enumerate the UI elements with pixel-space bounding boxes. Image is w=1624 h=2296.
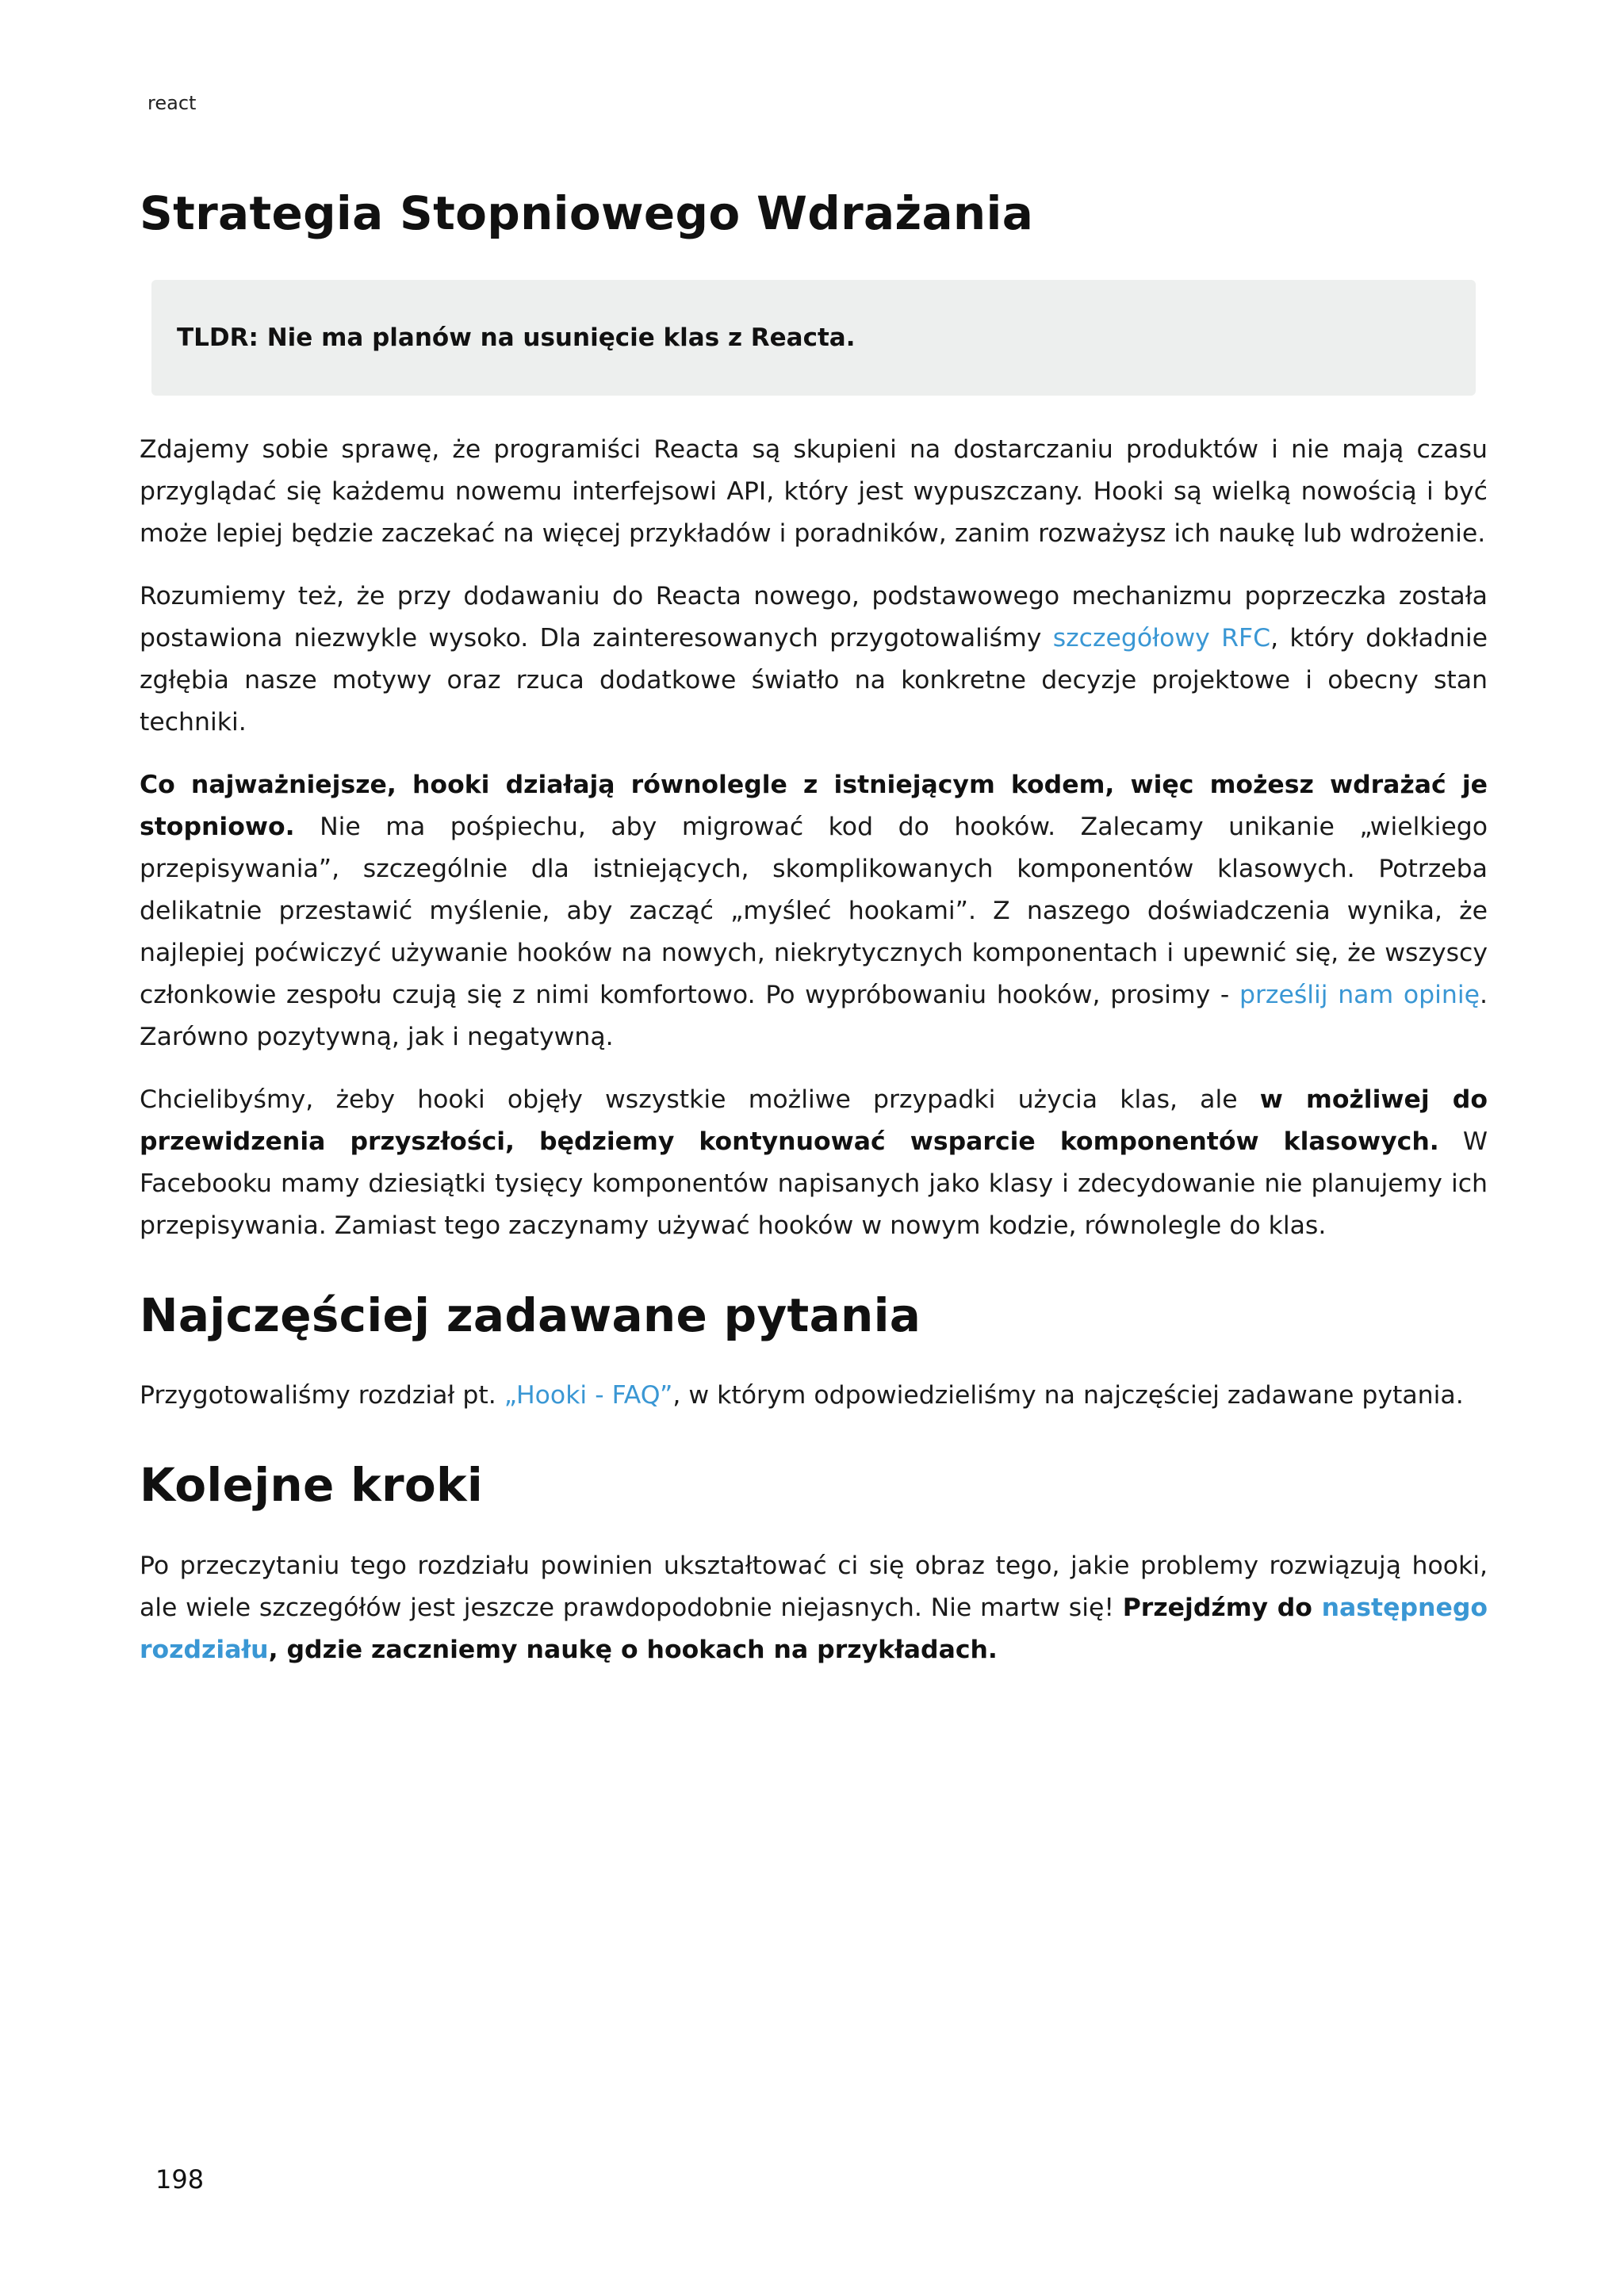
section-title-gradual-adoption: Strategia Stopniowego Wdrażania [140,186,1034,240]
paragraph-text: , który dokładnie zgłębia nasze motywy oraz rzuca dodatkowe światło na konkretne decyzje projektowe i obecny stan techniki. [140,623,1488,737]
bold-text: Przejdźmy do [1122,1593,1322,1622]
section-title-next-steps: Kolejne kroki [140,1458,484,1513]
paragraph-next-steps [140,1545,1488,1671]
tldr-note [151,280,1476,396]
tldr-note-text: TLDR: Nie ma planów na usunięcie klas z Reacta. [177,323,856,352]
paragraph-text: Zdajemy sobie sprawę, że programiści Reacta są skupieni na dostarczaniu produktów i nie mają czasu przyglądać się każdemu nowemu interfejsowi API, który jest wypuszczany. Hooki są wielką nowością i być może lepiej będzie zaczekać na więcej przykładów i poradników, zanim rozważysz ich naukę lub wdrożenie. [140,434,1488,548]
paragraph-text: Nie ma pośpiechu, aby migrować kod do hooków. Zalecamy unikanie „wielkiego przepisywania”, szczególnie dla istniejących, skomplikowanych komponentów klasowych. Potrzeba delikatnie przestawić myślenie, aby zacząć „myśleć hookami”. Z naszego doświadczenia wynika, że najlepiej poćwiczyć używanie hooków na nowych, niekrytycznych komponentach i upewnić się, że wszyscy członkowie zespołu czują się z nimi komfortowo. Po wypróbowaniu hooków, prosimy - [140,812,1488,1009]
paragraph-text: W Facebooku mamy dziesiątki tysięcy komponentów napisanych jako klasy i zdecydowanie nie planujemy ich przepisywania. Zamiast tego zaczynamy używać hooków w nowym kodzie, równolegle do klas. [140,1127,1488,1240]
section-title-faq: Najczęściej zadawane pytania [140,1288,921,1342]
running-header: react [147,92,197,114]
page-number: 198 [155,2164,205,2195]
rfc-link[interactable]: szczegółowy RFC [1052,623,1271,652]
feedback-link[interactable]: prześlij nam opinię [1239,980,1480,1009]
paragraph-class-support [140,1079,1488,1247]
paragraph-text: , w którym odpowiedzieliśmy na najczęściej zadawane pytania. [672,1381,1464,1410]
paragraph-rfc [140,576,1488,744]
paragraph-text: Po przeczytaniu tego rozdziału powinien ukształtować ci się obraz tego, jakie problemy rozwiązują hooki, ale wiele szczegółów jest jeszcze prawdopodobnie niejasnych. Nie martw się! [140,1551,1488,1622]
paragraph-developers [140,429,1488,555]
paragraph-faq [140,1375,1488,1417]
paragraph-gradual [140,764,1488,1058]
paragraph-text: Chcielibyśmy, żeby hooki objęły wszystkie możliwe przypadki użycia klas, ale [140,1085,1260,1114]
next-chapter-link[interactable]: następnego rozdziału [140,1593,1488,1664]
bold-text: , gdzie zaczniemy naukę o hookach na przykładach. [268,1635,998,1664]
paragraph-bold-text: w możliwej do przewidzenia przyszłości, będziemy kontynuować wsparcie komponentów klasowych. [140,1085,1488,1156]
paragraph-text: Rozumiemy też, że przy dodawaniu do Reacta nowego, podstawowego mechanizmu poprzeczka została postawiona niezwykle wysoko. Dla zainteresowanych przygotowaliśmy [140,581,1488,652]
paragraph-bold-text: Co najważniejsze, hooki działają równolegle z istniejącym kodem, więc możesz wdrażać je stopniowo. [140,770,1488,841]
page-content [140,186,1488,1692]
faq-link[interactable]: „Hooki - FAQ” [504,1381,673,1410]
paragraph-text: Przygotowaliśmy rozdział pt. [140,1381,504,1410]
paragraph-text: . Zarówno pozytywną, jak i negatywną. [140,980,1488,1051]
